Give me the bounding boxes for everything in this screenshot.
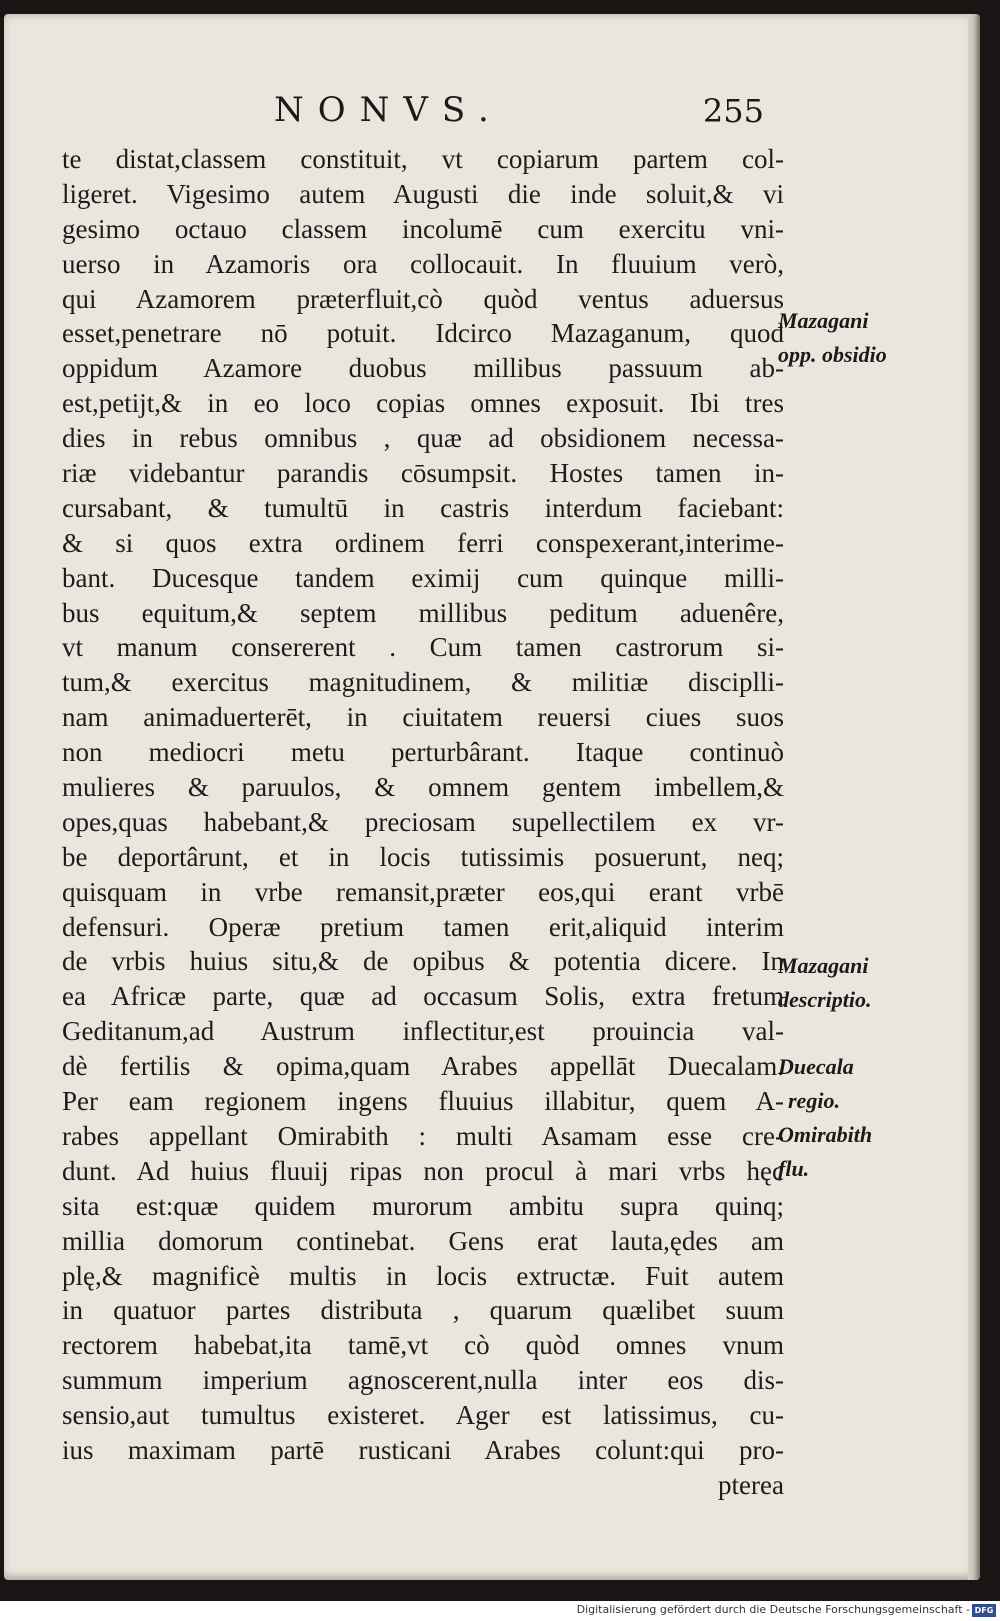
text-line: vt manum consererent . Cum tamen castrorum si-: [62, 632, 784, 663]
margin-note-line: Omirabith: [778, 1122, 873, 1147]
margin-note-mazagani-descriptio: [778, 949, 928, 1017]
margin-note-line: Mazagani: [778, 308, 869, 333]
body-text: [62, 142, 784, 1503]
text-line: est,petijt,& in eo loco copias omnes exposuit. Ibi tres: [62, 388, 784, 419]
text-line: uerso in Azamoris ora collocauit. In fluuium verò,: [62, 248, 784, 279]
text-line: rectorem habebat,ita tamē,vt cò quòd omnes vnum: [62, 1330, 784, 1361]
margin-note-line: opp. obsidio: [778, 342, 887, 367]
text-line: dunt. Ad huius fluuij ripas non procul à mari vrbs hęc: [62, 1155, 784, 1186]
text-line: riæ videbantur parandis cōsumpsit. Hostes tamen in-: [62, 458, 784, 489]
text-line: be deportârunt, et in locis tutissimis posuerunt, neq;: [62, 841, 784, 872]
text-line: oppidum Azamore duobus millibus passuum ab-: [62, 353, 784, 384]
text-line: quisquam in vrbe remansit,præter eos,qui erant vrbē: [62, 876, 784, 907]
funding-credit: Digitalisierung gefördert durch die Deutsche Forschungsgemeinschaft -: [576, 1603, 970, 1616]
text-line: & si quos extra ordinem ferri conspexerant,interime-: [62, 527, 784, 558]
text-line: opes,quas habebant,& preciosam supellectilem ex vr-: [62, 806, 784, 837]
text-line: bus equitum,& septem millibus peditum aduenêre,: [62, 597, 784, 628]
text-line: ius maximam partē rusticani Arabes colunt:qui pro-: [62, 1434, 784, 1465]
footer-bar: [0, 1601, 1000, 1621]
text-line: esset,penetrare nō potuit. Idcirco Mazaganum, quod: [62, 318, 784, 349]
text-line: nam animaduerterēt, in ciuitatem reuersi ciues suos: [62, 702, 784, 733]
text-line: dies in rebus omnibus , quæ ad obsidionem necessa-: [62, 423, 784, 454]
text-line: defensuri. Operæ pretium tamen erit,aliquid interim: [62, 911, 784, 942]
text-line: in quatuor partes distributa , quarum quælibet suum: [62, 1295, 784, 1326]
text-line: millia domorum continebat. Gens erat lauta,ędes am: [62, 1225, 784, 1256]
text-line: rabes appellant Omirabith : multi Asamam esse cre-: [62, 1120, 784, 1151]
text-line: dè fertilis & opima,quam Arabes appellāt Duecalam.: [62, 1051, 784, 1082]
page-header: [274, 90, 764, 134]
text-line: sensio,aut tumultus existeret. Ager est latissimus, cu-: [62, 1400, 784, 1431]
text-line: sita est:quæ quidem murorum ambitu supra quinq;: [62, 1190, 784, 1221]
text-line: non mediocri metu perturbârant. Itaque continuò: [62, 737, 784, 768]
text-line: plę,& magnificè multis in locis extructæ. Fuit autem: [62, 1260, 784, 1291]
text-line: ligeret. Vigesimo autem Augusti die inde soluit,& vi: [62, 178, 784, 209]
dfg-logo: DFG: [972, 1604, 996, 1617]
margin-note-line: flu.: [778, 1156, 810, 1181]
margin-note-line: Duecala: [778, 1054, 854, 1079]
margin-note-line: Mazagani: [778, 953, 869, 978]
margin-note-omirabith: [778, 1118, 928, 1186]
text-line: summum imperium agnoscerent,nulla inter eos dis-: [62, 1365, 784, 1396]
text-line: gesimo octauo classem incolumē cum exercitu vni-: [62, 213, 784, 244]
text-line: de vrbis huius situ,& de opibus & potentia dicere. In: [62, 946, 784, 977]
text-line: Per eam regionem ingens fluuius illabitur, quem A-: [62, 1086, 784, 1117]
margin-note-line: regio.: [788, 1088, 840, 1113]
text-line: qui Azamorem præterfluit,cò quòd ventus aduersus: [62, 283, 784, 314]
text-line: tum,& exercitus magnitudinem, & militiæ disciplli-: [62, 667, 784, 698]
text-line: bant. Ducesque tandem eximij cum quinque milli-: [62, 562, 784, 593]
running-head: NONVS.: [274, 90, 503, 130]
text-line: cursabant, & tumultū in castris interdum faciebant:: [62, 492, 784, 523]
page-number: 255: [702, 92, 764, 130]
text-line: Geditanum,ad Austrum inflectitur,est prouincia val-: [62, 1016, 784, 1047]
text-line: ea Africæ parte, quæ ad occasum Solis, extra fretum: [62, 981, 784, 1012]
margin-note-mazagani-obsidio: [778, 304, 928, 372]
margin-note-line: descriptio.: [778, 987, 872, 1012]
catchword: pterea: [718, 1469, 784, 1500]
page-edge: [968, 14, 980, 1580]
text-line: te distat,classem constituit, vt copiarum partem col-: [62, 144, 784, 174]
book-page: [4, 14, 980, 1580]
margin-note-duecala: [778, 1050, 928, 1118]
text-line: mulieres & paruulos, & omnem gentem imbellem,&: [62, 772, 784, 803]
